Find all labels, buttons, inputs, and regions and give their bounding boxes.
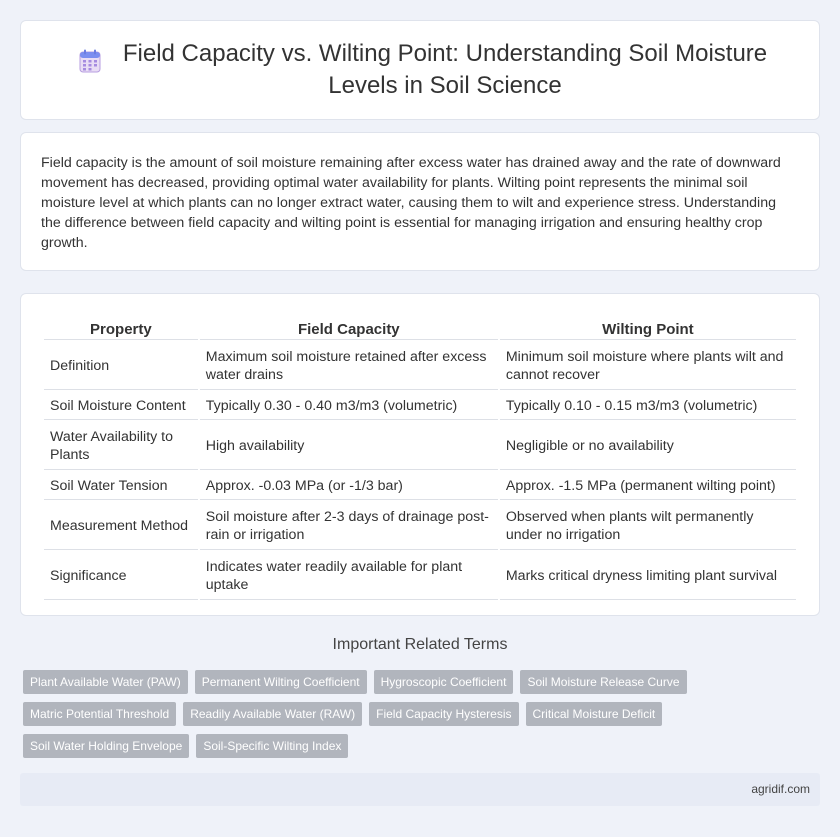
row-wilting-point: Approx. -1.5 MPa (permanent wilting point) xyxy=(500,472,796,500)
tag-matric-potential-threshold[interactable]: Matric Potential Threshold xyxy=(23,702,176,726)
tag-soil-moisture-release-curve[interactable]: Soil Moisture Release Curve xyxy=(520,670,686,694)
intro-paragraph: Field capacity is the amount of soil moisture remaining after excess water has drained away and the rate of downward movement has decreased, providing optimal water availability for plants. Wilting point represents the minimal soil moisture level at which plants can no longer extract water, causing them to wilt and experience stress. Understanding the difference between field capacity and wilting point is essential for managing irrigation and ensuring healthy crop growth. xyxy=(41,155,781,251)
tag-plant-available-water[interactable]: Plant Available Water (PAW) xyxy=(23,670,188,694)
tag-soil-water-holding-envelope[interactable]: Soil Water Holding Envelope xyxy=(23,734,189,758)
row-wilting-point: Minimum soil moisture where plants wilt and cannot recover xyxy=(500,342,796,390)
table-row xyxy=(44,392,796,420)
row-property: Definition xyxy=(44,342,198,390)
tag-field-capacity-hysteresis[interactable]: Field Capacity Hysteresis xyxy=(369,702,518,726)
row-wilting-point: Typically 0.10 - 0.15 m3/m3 (volumetric) xyxy=(500,392,796,420)
column-header-wilting-point: Wilting Point xyxy=(500,314,796,340)
tag-readily-available-water[interactable]: Readily Available Water (RAW) xyxy=(183,702,362,726)
table-row xyxy=(44,552,796,600)
header-card xyxy=(20,20,820,120)
row-field-capacity: Typically 0.30 - 0.40 m3/m3 (volumetric) xyxy=(200,392,498,420)
table-row xyxy=(44,502,796,550)
intro-card xyxy=(20,132,820,271)
row-field-capacity: Approx. -0.03 MPa (or -1/3 bar) xyxy=(200,472,498,500)
table-row xyxy=(44,342,796,390)
table-row xyxy=(44,472,796,500)
column-header-field-capacity: Field Capacity xyxy=(200,314,498,340)
page-title: Field Capacity vs. Wilting Point: Understanding Soil Moisture Levels in Soil Science xyxy=(122,40,768,99)
comparison-card xyxy=(20,293,820,616)
table-header-row xyxy=(44,314,796,340)
tag-hygroscopic-coefficient[interactable]: Hygroscopic Coefficient xyxy=(374,670,514,694)
column-header-property: Property xyxy=(44,314,198,340)
footer-site-link[interactable]: agridif.com xyxy=(751,782,810,796)
footer xyxy=(20,773,820,806)
comparison-table xyxy=(42,312,798,602)
row-property: Measurement Method xyxy=(44,502,198,550)
row-wilting-point: Negligible or no availability xyxy=(500,422,796,470)
row-wilting-point: Marks critical dryness limiting plant survival xyxy=(500,552,796,600)
table-row xyxy=(44,422,796,470)
row-property: Soil Water Tension xyxy=(44,472,198,500)
row-field-capacity: Soil moisture after 2-3 days of drainage post-rain or irrigation xyxy=(200,502,498,550)
row-property: Significance xyxy=(44,552,198,600)
row-field-capacity: Maximum soil moisture retained after excess water drains xyxy=(200,342,498,390)
row-field-capacity: High availability xyxy=(200,422,498,470)
row-property: Water Availability to Plants xyxy=(44,422,198,470)
related-terms-heading: Important Related Terms xyxy=(332,636,508,653)
tag-permanent-wilting-coefficient[interactable]: Permanent Wilting Coefficient xyxy=(195,670,367,694)
tag-critical-moisture-deficit[interactable]: Critical Moisture Deficit xyxy=(526,702,663,726)
row-field-capacity: Indicates water readily available for plant uptake xyxy=(200,552,498,600)
row-property: Soil Moisture Content xyxy=(44,392,198,420)
tag-soil-specific-wilting-index[interactable]: Soil-Specific Wilting Index xyxy=(196,734,348,758)
row-wilting-point: Observed when plants wilt permanently under no irrigation xyxy=(500,502,796,550)
related-terms-tags xyxy=(23,670,813,766)
